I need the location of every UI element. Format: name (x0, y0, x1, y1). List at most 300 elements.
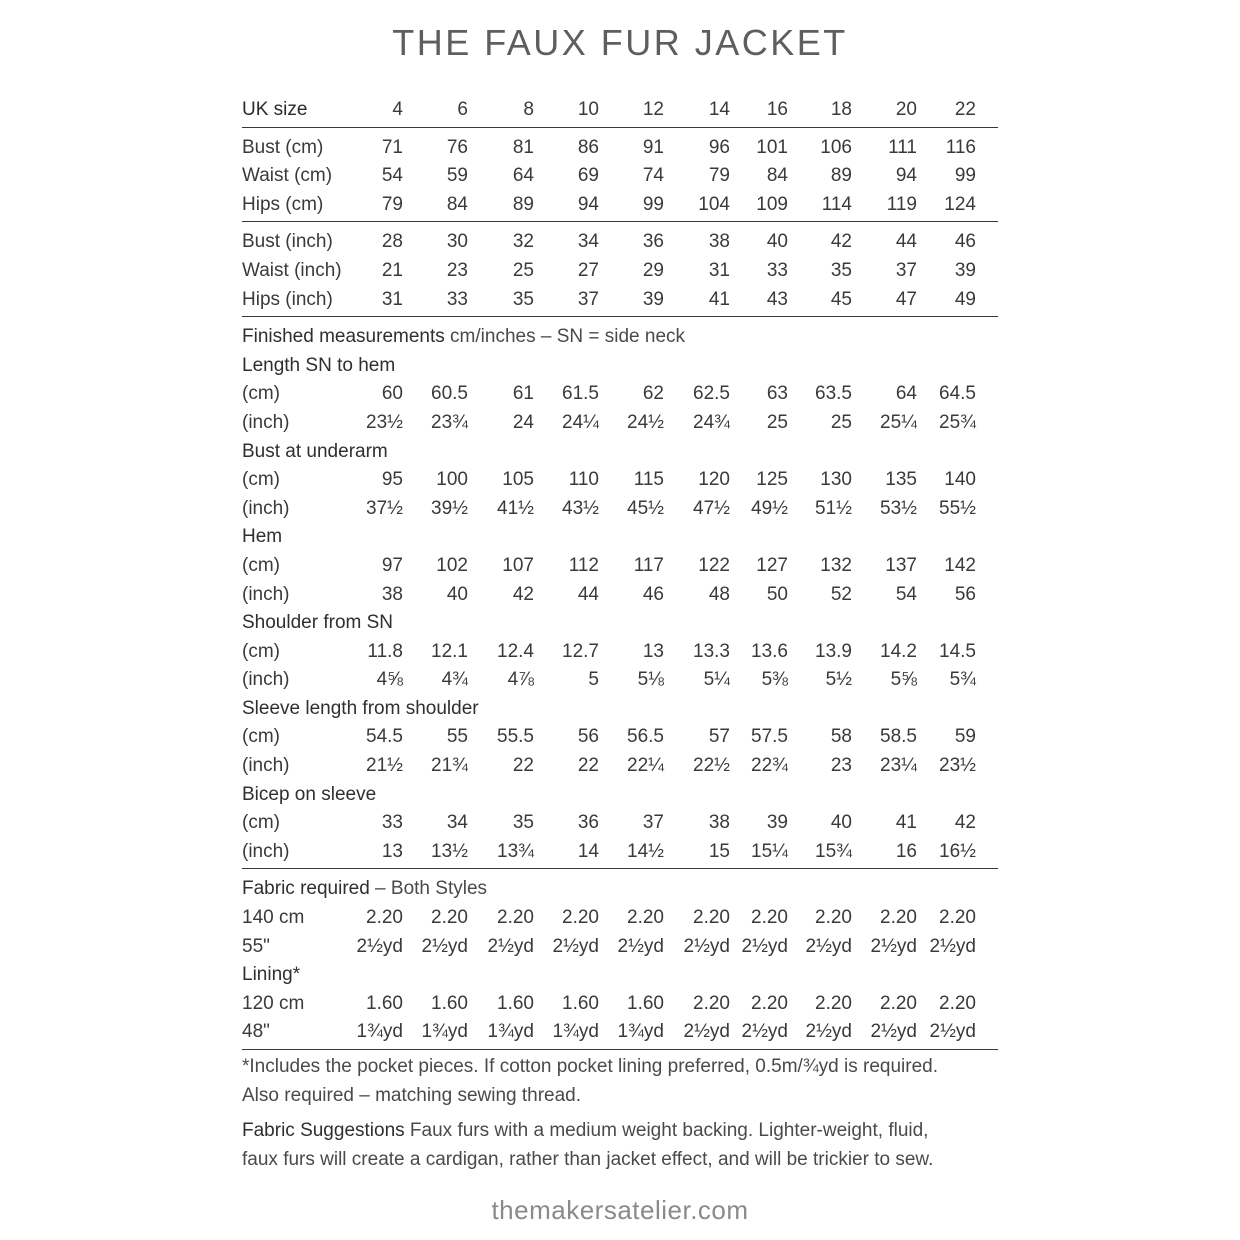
table-cell: 13¾ (497, 840, 534, 862)
table-cell: 25 (766, 411, 788, 433)
table-row (242, 1018, 998, 1047)
table-cell: 127 (756, 554, 788, 576)
table-cell: 124 (944, 193, 976, 215)
table-cell: 58 (830, 726, 852, 748)
row-label: (inch) (242, 497, 290, 519)
row-label: Hips (cm) (242, 193, 324, 215)
table-cell: 41 (708, 288, 730, 310)
row-label: (inch) (242, 669, 290, 691)
table-cell: 13 (381, 840, 403, 862)
table-cell: 28 (381, 231, 403, 253)
table-cell: 2.20 (751, 907, 788, 929)
size-header-cell: 6 (457, 99, 468, 120)
table-cell: 33 (766, 259, 788, 281)
table-cell: 1¾yd (617, 1021, 664, 1043)
table-cell: 2.20 (880, 907, 917, 929)
table-cell: 54 (381, 165, 403, 187)
table-row (242, 191, 998, 220)
table-row (242, 495, 998, 524)
table-cell: 50 (766, 583, 788, 605)
table-cell: 15¼ (751, 840, 788, 862)
page-title: THE FAUX FUR JACKET (392, 22, 848, 63)
table-cell: 48 (708, 583, 730, 605)
table-cell: 23½ (939, 755, 976, 777)
table-cell: 2.20 (366, 907, 403, 929)
table-cell: 1.60 (627, 992, 664, 1014)
table-cell: 60 (381, 383, 403, 405)
table-cell: 89 (830, 165, 852, 187)
table-cell: 74 (642, 165, 664, 187)
finished-heading-bold: Finished measurements (242, 326, 445, 348)
table-row (242, 380, 998, 409)
table-cell: 31 (708, 259, 730, 281)
table-cell: 41½ (497, 497, 534, 519)
table-cell: 55 (446, 726, 468, 748)
table-cell: 37½ (366, 497, 403, 519)
table-cell: 12.1 (431, 640, 468, 662)
size-header-cell: 18 (830, 99, 852, 120)
row-label: Waist (cm) (242, 165, 333, 187)
table-cell: 4⅞ (507, 669, 534, 691)
table-row (242, 838, 998, 867)
lining-title: Lining* (242, 964, 301, 986)
table-cell: 2½yd (741, 935, 788, 957)
table-cell: 84 (766, 165, 788, 187)
table-cell: 13 (642, 640, 664, 662)
group-title-row (242, 438, 998, 467)
table-cell: 30 (446, 231, 468, 253)
table-cell: 33 (446, 288, 468, 310)
fabric-heading-rest: – Both Styles (369, 878, 488, 900)
row-label: (inch) (242, 840, 290, 862)
table-row (242, 809, 998, 838)
table-cell: 55½ (939, 497, 976, 519)
table-cell: 115 (633, 469, 664, 491)
notes (242, 1052, 1022, 1174)
table-cell: 5¾ (949, 669, 976, 691)
table-cell: 1¾yd (421, 1021, 468, 1043)
table-cell: 96 (708, 136, 730, 158)
row-label: (cm) (242, 383, 280, 405)
table-cell: 38 (381, 583, 403, 605)
table-cell: 36 (577, 812, 599, 834)
table-cell: 2½yd (683, 935, 730, 957)
divider (242, 868, 998, 869)
table-cell: 2½yd (805, 1021, 852, 1043)
table-cell: 45 (830, 288, 852, 310)
table-cell: 2½yd (487, 935, 534, 957)
size-header-cell: 14 (708, 99, 730, 120)
table-cell: 60.5 (431, 383, 468, 405)
table-cell: 58.5 (880, 726, 917, 748)
table-cell: 86 (577, 136, 599, 158)
table-cell: 37 (895, 259, 917, 281)
table-cell: 120 (698, 469, 730, 491)
table-cell: 25¾ (939, 411, 976, 433)
table-cell: 46 (642, 583, 664, 605)
table-cell: 46 (954, 231, 976, 253)
table-cell: 14.5 (939, 640, 976, 662)
group-title: Bust at underarm (242, 440, 388, 462)
table-cell: 43 (766, 288, 788, 310)
lining-section (242, 990, 998, 1047)
table-cell: 5 (588, 669, 599, 691)
table-cell: 119 (886, 193, 917, 215)
table-cell: 105 (502, 469, 534, 491)
table-cell: 130 (820, 469, 852, 491)
finished-heading (242, 323, 998, 352)
table-cell: 94 (895, 165, 917, 187)
table-cell: 22½ (693, 755, 730, 777)
lining-heading (242, 961, 998, 990)
table-cell: 79 (708, 165, 730, 187)
table-cell: 71 (381, 136, 403, 158)
table-cell: 81 (512, 136, 534, 158)
divider (242, 221, 998, 222)
table-cell: 101 (756, 136, 788, 158)
table-cell: 37 (577, 288, 599, 310)
table-cell: 69 (577, 165, 599, 187)
table-cell: 64 (512, 165, 534, 187)
table-cell: 2.20 (627, 907, 664, 929)
table-cell: 41 (895, 812, 917, 834)
table-cell: 24¾ (693, 411, 730, 433)
table-cell: 29 (642, 259, 664, 281)
table-cell: 2.20 (880, 992, 917, 1014)
group-title: Hem (242, 526, 283, 548)
table-cell: 2.20 (693, 992, 730, 1014)
table-cell: 5⅝ (890, 669, 917, 691)
table-row (242, 162, 998, 191)
row-label: (cm) (242, 554, 280, 576)
table-cell: 24 (512, 411, 534, 433)
size-header-cell: 8 (523, 99, 534, 120)
table-cell: 2.20 (693, 907, 730, 929)
table-cell: 137 (885, 554, 917, 576)
table-cell: 35 (512, 812, 534, 834)
table-row (242, 228, 998, 257)
table-cell: 42 (512, 583, 534, 605)
table-cell: 1.60 (366, 992, 403, 1014)
row-label: 120 cm (242, 992, 305, 1014)
table-cell: 2½yd (552, 935, 599, 957)
table-cell: 27 (577, 259, 599, 281)
note-pocket: *Includes the pocket pieces. If cotton pocket lining preferred, 0.5m/¾yd is required. (242, 1056, 938, 1077)
table-cell: 117 (633, 554, 664, 576)
finished-groups (242, 352, 998, 867)
table-cell: 104 (698, 193, 730, 215)
table-cell: 84 (446, 193, 468, 215)
table-cell: 38 (708, 231, 730, 253)
table-cell: 64.5 (939, 383, 976, 405)
table-cell: 5⅜ (761, 669, 788, 691)
table-cell: 95 (381, 469, 403, 491)
table-row (242, 581, 998, 610)
table-cell: 94 (577, 193, 599, 215)
table-cell: 57.5 (751, 726, 788, 748)
fabric-heading-bold: Fabric required (242, 878, 370, 900)
table-cell: 1¾yd (356, 1021, 403, 1043)
table-cell: 99 (642, 193, 664, 215)
table-cell: 125 (756, 469, 788, 491)
table-cell: 2½yd (683, 1021, 730, 1043)
table-cell: 36 (642, 231, 664, 253)
table-cell: 15 (708, 840, 730, 862)
table-cell: 24¼ (562, 411, 599, 433)
table-cell: 79 (381, 193, 403, 215)
table-cell: 13.6 (751, 640, 788, 662)
table-cell: 110 (568, 469, 599, 491)
table-cell: 1.60 (562, 992, 599, 1014)
table-cell: 21 (381, 259, 403, 281)
table-cell: 51½ (815, 497, 852, 519)
table-cell: 14½ (627, 840, 664, 862)
table-cell: 45½ (627, 497, 664, 519)
table-cell: 35 (830, 259, 852, 281)
row-label: (cm) (242, 469, 280, 491)
table-row (242, 134, 998, 163)
table-cell: 39 (954, 259, 976, 281)
table-cell: 13.9 (815, 640, 852, 662)
table-cell: 23 (446, 259, 468, 281)
table-cell: 5¼ (703, 669, 730, 691)
size-header-label: UK size (242, 99, 308, 120)
divider (242, 1049, 998, 1050)
fabric-suggestions-text-1: Faux furs with a medium weight backing. Lighter-weight, fluid, (404, 1120, 929, 1141)
table-cell: 2½yd (870, 935, 917, 957)
row-label: (inch) (242, 411, 290, 433)
fabric-suggestions-cont: faux furs will create a cardigan, rather than jacket effect, and will be trickier to sew. (242, 1149, 934, 1170)
group-title: Length SN to hem (242, 354, 396, 376)
size-chart-table (242, 96, 998, 1056)
table-row (242, 286, 998, 315)
table-cell: 106 (820, 136, 852, 158)
table-cell: 2½yd (617, 935, 664, 957)
table-row (242, 666, 998, 695)
table-cell: 140 (944, 469, 976, 491)
row-label: (cm) (242, 640, 280, 662)
table-cell: 43½ (562, 497, 599, 519)
table-cell: 2½yd (421, 935, 468, 957)
table-cell: 14 (577, 840, 599, 862)
group-title-row (242, 609, 998, 638)
table-cell: 22¼ (627, 755, 664, 777)
size-header-cell: 4 (392, 99, 403, 120)
row-label: (inch) (242, 755, 290, 777)
note-thread: Also required – matching sewing thread. (242, 1085, 582, 1106)
table-cell: 49 (954, 288, 976, 310)
group-title-row (242, 523, 998, 552)
table-cell: 35 (512, 288, 534, 310)
fabric-suggestions (242, 1116, 1022, 1145)
table-cell: 16½ (939, 840, 976, 862)
table-cell: 12.4 (497, 640, 534, 662)
table-cell: 52 (830, 583, 852, 605)
table-cell: 54 (895, 583, 917, 605)
table-cell: 23¾ (431, 411, 468, 433)
table-cell: 122 (698, 554, 730, 576)
table-cell: 44 (577, 583, 599, 605)
table-cell: 62.5 (693, 383, 730, 405)
row-label: (cm) (242, 726, 280, 748)
row-label: 48" (242, 1021, 270, 1043)
table-cell: 89 (512, 193, 534, 215)
row-label: 55" (242, 935, 270, 957)
group-title-row (242, 781, 998, 810)
table-row (242, 990, 998, 1019)
table-cell: 13½ (431, 840, 468, 862)
table-cell: 1¾yd (552, 1021, 599, 1043)
table-cell: 39 (642, 288, 664, 310)
table-cell: 53½ (880, 497, 917, 519)
group-title: Bicep on sleeve (242, 783, 377, 805)
table-cell: 34 (446, 812, 468, 834)
fabric-suggestions-title: Fabric Suggestions (242, 1120, 405, 1141)
size-header-cell: 20 (895, 99, 917, 120)
table-cell: 2.20 (815, 992, 852, 1014)
table-cell: 142 (944, 554, 976, 576)
table-cell: 47 (895, 288, 917, 310)
table-cell: 56.5 (627, 726, 664, 748)
table-cell: 12.7 (562, 640, 599, 662)
divider (242, 127, 998, 128)
table-cell: 61 (512, 383, 534, 405)
table-row (242, 638, 998, 667)
table-cell: 25 (830, 411, 852, 433)
group-title-row (242, 352, 998, 381)
table-cell: 42 (954, 812, 976, 834)
table-cell: 40 (766, 231, 788, 253)
table-cell: 61.5 (562, 383, 599, 405)
table-cell: 2.20 (939, 907, 976, 929)
size-header-cell: 12 (642, 99, 664, 120)
table-cell: 22 (512, 755, 534, 777)
table-cell: 99 (954, 165, 976, 187)
fabric-heading (242, 875, 998, 904)
table-cell: 2.20 (497, 907, 534, 929)
table-cell: 40 (830, 812, 852, 834)
table-cell: 59 (446, 165, 468, 187)
table-row (242, 904, 998, 933)
table-cell: 25¼ (880, 411, 917, 433)
table-row (242, 752, 998, 781)
table-cell: 37 (642, 812, 664, 834)
size-header-row (242, 96, 998, 125)
table-cell: 2.20 (562, 907, 599, 929)
table-cell: 112 (568, 554, 599, 576)
table-cell: 22 (577, 755, 599, 777)
row-label: Hips (inch) (242, 288, 333, 310)
table-cell: 42 (830, 231, 852, 253)
size-header-cell: 10 (577, 99, 599, 120)
table-cell: 21½ (366, 755, 403, 777)
table-cell: 132 (820, 554, 852, 576)
group-title: Sleeve length from shoulder (242, 697, 479, 719)
table-cell: 59 (954, 726, 976, 748)
table-cell: 23½ (366, 411, 403, 433)
body-inch-section (242, 228, 998, 314)
table-cell: 23 (830, 755, 852, 777)
table-row (242, 409, 998, 438)
table-cell: 34 (577, 231, 599, 253)
table-row (242, 552, 998, 581)
table-cell: 32 (512, 231, 534, 253)
table-row (242, 257, 998, 286)
row-label: Bust (cm) (242, 136, 324, 158)
table-cell: 24½ (627, 411, 664, 433)
table-cell: 44 (895, 231, 917, 253)
table-cell: 97 (381, 554, 403, 576)
divider (242, 316, 998, 317)
table-cell: 5½ (825, 669, 852, 691)
table-cell: 107 (502, 554, 534, 576)
finished-heading-rest: cm/inches – SN = side neck (444, 326, 686, 348)
table-cell: 31 (381, 288, 403, 310)
body-cm-section (242, 134, 998, 220)
table-cell: 2.20 (751, 992, 788, 1014)
size-header-cell: 22 (954, 99, 976, 120)
table-cell: 2½yd (929, 1021, 976, 1043)
table-cell: 4⅝ (376, 669, 403, 691)
table-cell: 109 (756, 193, 788, 215)
table-cell: 14.2 (880, 640, 917, 662)
size-header-cell: 16 (766, 99, 788, 120)
table-cell: 4¾ (441, 669, 468, 691)
table-cell: 49½ (751, 497, 788, 519)
table-cell: 57 (708, 726, 730, 748)
table-cell: 39 (766, 812, 788, 834)
table-cell: 21¾ (431, 755, 468, 777)
table-cell: 114 (821, 193, 852, 215)
table-cell: 2½yd (741, 1021, 788, 1043)
fabric-section (242, 904, 998, 961)
table-cell: 11.8 (367, 640, 403, 662)
table-cell: 54.5 (366, 726, 403, 748)
table-cell: 56 (577, 726, 599, 748)
table-cell: 63.5 (815, 383, 852, 405)
table-cell: 47½ (693, 497, 730, 519)
table-cell: 64 (895, 383, 917, 405)
group-title: Shoulder from SN (242, 612, 394, 634)
row-label: Bust (inch) (242, 231, 333, 253)
table-row (242, 466, 998, 495)
table-cell: 1¾yd (487, 1021, 534, 1043)
footer-website: themakersatelier.com (491, 1195, 749, 1225)
row-label: (cm) (242, 812, 280, 834)
table-cell: 39½ (431, 497, 468, 519)
table-cell: 62 (642, 383, 664, 405)
table-cell: 15¾ (815, 840, 852, 862)
table-cell: 25 (512, 259, 534, 281)
table-cell: 2.20 (815, 907, 852, 929)
table-cell: 102 (436, 554, 468, 576)
table-cell: 22¾ (751, 755, 788, 777)
table-cell: 63 (766, 383, 788, 405)
table-cell: 16 (895, 840, 917, 862)
row-label: (inch) (242, 583, 290, 605)
table-cell: 13.3 (693, 640, 730, 662)
table-cell: 38 (708, 812, 730, 834)
group-title-row (242, 695, 998, 724)
table-cell: 2½yd (929, 935, 976, 957)
table-cell: 100 (436, 469, 468, 491)
table-cell: 2½yd (805, 935, 852, 957)
table-cell: 33 (381, 812, 403, 834)
table-cell: 1.60 (497, 992, 534, 1014)
table-cell: 1.60 (431, 992, 468, 1014)
table-cell: 76 (446, 136, 468, 158)
table-cell: 116 (945, 136, 976, 158)
